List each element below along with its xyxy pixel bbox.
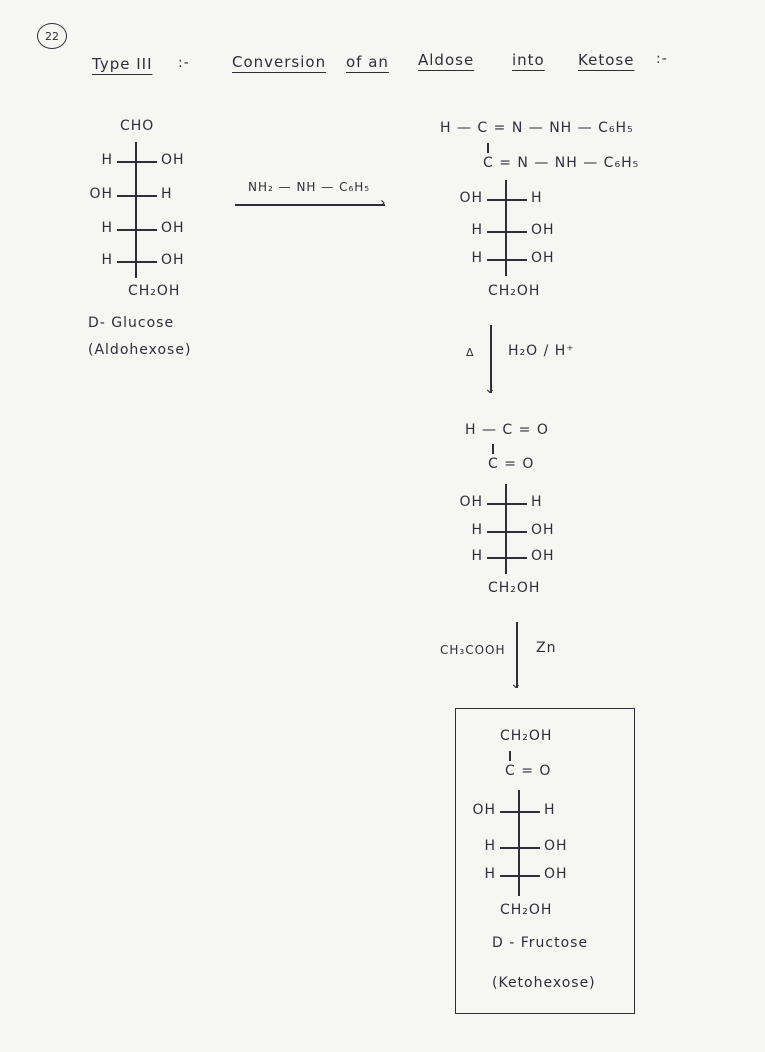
- fructose-top-group: CH₂OH: [500, 728, 553, 744]
- title-type: Type III: [92, 55, 153, 73]
- osone-top-group: C = O: [488, 456, 535, 472]
- fructose-top-group: C = O: [505, 763, 552, 779]
- osazone-top-group: H — C = N — NH — C₆H₅: [440, 120, 634, 136]
- fructose-row-left: H: [484, 838, 496, 854]
- osazone-row-right: H: [531, 190, 543, 206]
- glucose-row-left: H: [101, 152, 113, 168]
- osone-row-bond: [487, 557, 527, 559]
- glucose-row-bond: [117, 195, 157, 197]
- osone-row-bond: [487, 503, 527, 505]
- reagent-phenylhydrazine: NH₂ — NH — C₆H₅: [248, 180, 371, 194]
- osone-single-bond: [492, 444, 494, 454]
- osone-row-right: OH: [531, 548, 555, 564]
- osazone-bottom-group: CH₂OH: [488, 283, 541, 299]
- osone-row-left: H: [471, 522, 483, 538]
- arrowhead-down-icon: ⌄: [510, 676, 522, 692]
- reagent-water-acid: H₂O / H⁺: [508, 343, 575, 359]
- fructose-row-right: H: [544, 802, 556, 818]
- glucose-row-left: OH: [89, 186, 113, 202]
- fructose-name: D - Fructose: [492, 935, 589, 951]
- osazone-row-bond: [487, 259, 527, 261]
- osazone-single-bond: [487, 143, 489, 153]
- glucose-row-bond: [117, 261, 157, 263]
- fructose-bottom-group: CH₂OH: [500, 902, 553, 918]
- osazone-row-left: OH: [459, 190, 483, 206]
- reagent-zinc: Zn: [536, 640, 557, 656]
- osazone-row-bond: [487, 199, 527, 201]
- arrowhead-right-icon: ›: [380, 195, 386, 211]
- glucose-row-left: H: [101, 220, 113, 236]
- fructose-backbone: [518, 790, 520, 896]
- fructose-row-left: OH: [472, 802, 496, 818]
- glucose-bottom-group: CH₂OH: [128, 283, 181, 299]
- fructose-row-left: H: [484, 866, 496, 882]
- fructose-row-bond: [500, 811, 540, 813]
- osone-row-right: OH: [531, 522, 555, 538]
- osazone-top-group: C = N — NH — C₆H₅: [483, 155, 640, 171]
- osazone-backbone: [505, 180, 507, 276]
- osone-row-left: H: [471, 548, 483, 564]
- osone-top-group: H — C = O: [465, 422, 549, 438]
- title-text-5: Ketose: [578, 51, 635, 69]
- glucose-row-right: OH: [161, 252, 185, 268]
- osone-row-left: OH: [459, 494, 483, 510]
- osazone-row-bond: [487, 231, 527, 233]
- title-text-1: Conversion: [232, 53, 327, 71]
- osazone-row-left: H: [471, 222, 483, 238]
- reagent-heat: Δ: [466, 346, 475, 359]
- glucose-subname: (Aldohexose): [88, 342, 192, 358]
- osone-row-bond: [487, 531, 527, 533]
- fructose-subname: (Ketohexose): [492, 975, 596, 991]
- osazone-row-left: H: [471, 250, 483, 266]
- arrowhead-down-icon: ⌄: [484, 381, 496, 397]
- fructose-row-bond: [500, 875, 540, 877]
- fructose-row-bond: [500, 847, 540, 849]
- glucose-row-right: H: [161, 186, 173, 202]
- glucose-top-group: CHO: [120, 118, 155, 134]
- title-text-2: of an: [346, 53, 389, 71]
- title-text-4: into: [512, 51, 545, 69]
- fructose-row-right: OH: [544, 838, 568, 854]
- glucose-name: D- Glucose: [88, 315, 175, 331]
- osone-row-right: H: [531, 494, 543, 510]
- fructose-row-right: OH: [544, 866, 568, 882]
- osazone-row-right: OH: [531, 222, 555, 238]
- glucose-row-right: OH: [161, 152, 185, 168]
- glucose-row-right: OH: [161, 220, 185, 236]
- product-box: [455, 708, 635, 1014]
- glucose-row-bond: [117, 229, 157, 231]
- page-number: 22: [37, 23, 67, 49]
- glucose-row-bond: [117, 161, 157, 163]
- title-sep: :-: [178, 55, 190, 71]
- osone-bottom-group: CH₂OH: [488, 580, 541, 596]
- osazone-row-right: OH: [531, 250, 555, 266]
- fructose-single-bond: [509, 751, 511, 761]
- reagent-acetic-acid: CH₃COOH: [440, 643, 506, 657]
- reaction-arrow-1: [235, 204, 385, 206]
- title-text-3: Aldose: [418, 51, 475, 69]
- glucose-row-left: H: [101, 252, 113, 268]
- title-end: :-: [656, 51, 668, 67]
- osone-backbone: [505, 484, 507, 574]
